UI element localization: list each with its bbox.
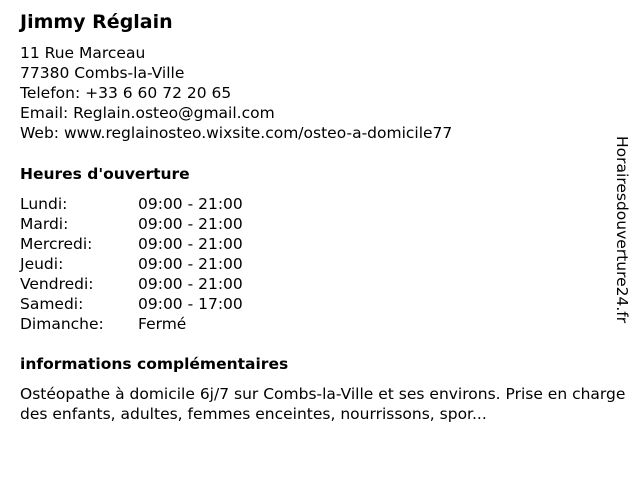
day-label: Samedi: bbox=[20, 295, 84, 313]
phone-number: Telefon: +33 6 60 72 20 65 bbox=[20, 84, 232, 102]
website-url: Web: www.reglainosteo.wixsite.com/osteo-a-domicile77 bbox=[20, 124, 453, 142]
additional-info-heading: informations complémentaires bbox=[20, 355, 289, 373]
day-label: Dimanche: bbox=[20, 315, 104, 333]
time-value: 09:00 - 21:00 bbox=[138, 275, 243, 293]
day-label: Jeudi: bbox=[20, 255, 64, 273]
day-label: Mercredi: bbox=[20, 235, 93, 253]
contact-block bbox=[20, 43, 452, 143]
address-line-street: 11 Rue Marceau bbox=[20, 44, 146, 62]
day-label: Vendredi: bbox=[20, 275, 94, 293]
time-value: 09:00 - 21:00 bbox=[138, 255, 243, 273]
time-value: 09:00 - 21:00 bbox=[138, 215, 243, 233]
time-value: 09:00 - 21:00 bbox=[138, 195, 243, 213]
time-value: 09:00 - 17:00 bbox=[138, 295, 243, 313]
address-line-city: 77380 Combs-la-Ville bbox=[20, 64, 185, 82]
day-label: Mardi: bbox=[20, 215, 69, 233]
email-address: Email: Reglain.osteo@gmail.com bbox=[20, 104, 275, 122]
site-watermark: Horairesdouverture24.fr bbox=[613, 136, 631, 324]
additional-info-text: Ostéopathe à domicile 6j/7 sur Combs-la-Ville et ses environs. Prise en charge des enfants, adultes, femmes enceintes, nourrissons, spor... bbox=[20, 385, 626, 423]
business-name: Jimmy Réglain bbox=[20, 11, 173, 33]
opening-hours-heading: Heures d'ouverture bbox=[20, 165, 190, 183]
time-value: 09:00 - 21:00 bbox=[138, 235, 243, 253]
day-label: Lundi: bbox=[20, 195, 68, 213]
time-value: Fermé bbox=[138, 315, 187, 333]
